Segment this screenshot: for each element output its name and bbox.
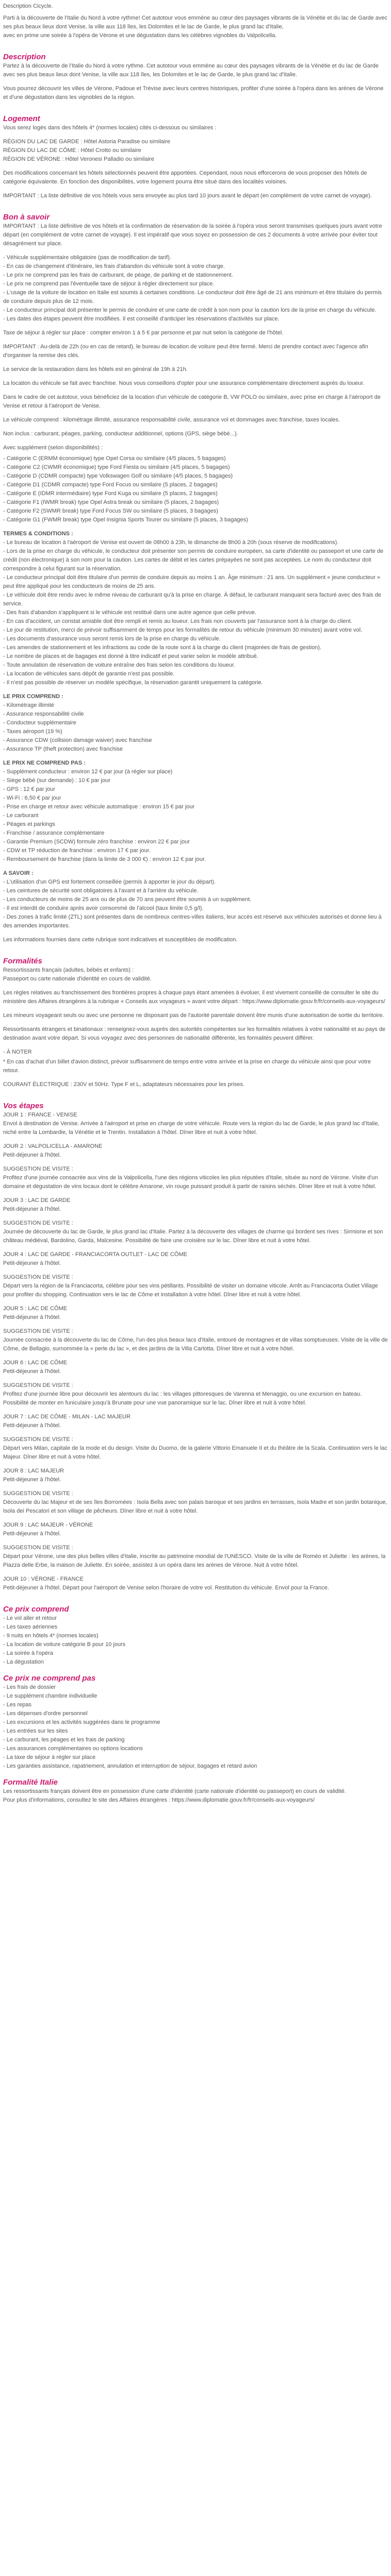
jour-title: JOUR 8 : LAC MAJEUR — [3, 1468, 64, 1474]
ce-prix-ne-comprend-heading: Ce prix ne comprend pas — [3, 1674, 96, 1683]
ce-prix-ne-comprend-line: - Les garanties assistance, rapatriement, annulation et interruption de séjour, bagages et retard avion — [3, 1763, 257, 1769]
jour-block — [3, 1142, 388, 1191]
prix-ne-comprend-extra: - CDW et TP réduction de franchise : environ 17 € par jour. — [3, 848, 151, 854]
jour-block — [3, 1467, 388, 1516]
jour-suggestion-label: SUGGESTION DE VISITE : — [3, 1274, 73, 1280]
prix-ne-comprend-line: - GPS : 12 € par jour — [3, 786, 55, 792]
option-line: - Catégorie D (CDMR compacte) type Volkswagen Golf ou similaire (4/5 places, 5 bagages) — [3, 473, 233, 479]
a-savoir-note: Les informations fournies dans cette rubrique sont indicatives et susceptibles de modification. — [3, 937, 238, 943]
jour-text: Départ vers la région de la Franciacorta, célèbre pour ses vins pétillants. Possibilité de visiter un domaine viticole. Arrêt au Franciacorta Outlet Village pour profiter du shopping. Continuation vers le lac de Côme et installation à votre hôtel. Dîner libre et nuit à votre hôtel. — [3, 1283, 378, 1298]
termes-heading: TERMES & CONDITIONS : — [3, 531, 73, 537]
jour-subtitle: Petit-déjeuner à l'hôtel. — [3, 1531, 61, 1537]
a-savoir-line: - L'utilisation d'un GPS est fortement conseillée (permis à apporter le jour du départ). — [3, 879, 216, 885]
logement-note-1: Des modifications concernant les hôtels sélectionnés peuvent être apportées. Cependant, nous nous efforcerons de vous proposer des hôtels de catégorie équivalente. En fonction des disponibilités, votre logement pourra être situé dans des localités voisines. — [3, 170, 367, 185]
a-savoir-line: - Les ceintures de sécurité sont obligatoires à l'avant et à l'arrière du véhicule. — [3, 888, 199, 894]
jour-title: JOUR 1 : FRANCE - VENISE — [3, 1112, 77, 1118]
termes-line: - Le nombre de places et de bagages est donné à titre indicatif et peut varier selon le modèle attribué. — [3, 653, 258, 659]
jour-title: JOUR 5 : LAC DE CÔME — [3, 1306, 68, 1312]
prix-comprend-line: - Kilométrage illimité — [3, 702, 55, 708]
ce-prix-comprend-line: - 9 nuits en hôtels 4* (normes locales) — [3, 1633, 99, 1639]
jour-block — [3, 1575, 388, 1592]
bon-a-savoir-paragraph: Le service de la restauration dans les hôtels est en général de 19h à 21h. — [3, 366, 188, 372]
prix-ne-comprend-extra: - Garantie Premium (SCDW) formule zéro franchise : environ 22 € par jour — [3, 839, 190, 845]
jour-subtitle: Petit-déjeuner à l'hôtel. — [3, 1260, 61, 1266]
intro-line-1: Parti à la découverte de l'Italie du Nord à votre rythme! Cet autotour vous emmène au cœur des paysages vibrants de la Vénétie et du lac de Garde avec ses plus beaux lieux dont Venise, la ville aux 118 îles, les Dolomites et le lac de Garde, le plus grand lac d'Italie, — [3, 15, 388, 30]
logement-note-2: IMPORTANT : La liste définitive de vos hôtels vous sera envoyée au plus tard 10 jours avant le départ (en complément de votre carnet de voyage). — [3, 193, 372, 199]
ce-prix-ne-comprend-section — [0, 1667, 391, 1771]
jour-block — [3, 1250, 388, 1299]
jour-title: JOUR 2 : VALPOLICELLA - AMARONE — [3, 1143, 103, 1149]
a-savoir-line: - Des zones à trafic limité (ZTL) sont présentes dans de nombreux centres-villes italiens, leur accès est réservé aux véhicules autorisés et donne lieu à des amendes importantes. — [3, 914, 382, 929]
vos-etapes-section — [0, 1094, 391, 1592]
bon-a-savoir-heading: Bon à savoir — [3, 213, 50, 222]
termes-section — [0, 530, 391, 687]
description-section — [0, 45, 391, 102]
formalites-line: Passeport ou carte nationale d'identité en cours de validité. — [3, 976, 152, 982]
formalite-italie-line: Pour plus d'informations, consultez le site des Affaires étrangères : https://www.diplomatie.gouv.fr/fr/conseils-aux-voyageurs/ — [3, 1797, 315, 1803]
jour-suggestion-label: SUGGESTION DE VISITE : — [3, 1545, 73, 1551]
bon-a-savoir-paragraph: IMPORTANT : La liste définitive de vos hôtels et la confirmation de réservation de la soirée à l'opéra vous seront transmises quelques jours avant votre départ (en complément de votre carnet de voyage). Il est impératif que vous soyez en possession de ces 2 documents à votre arrivée pour éviter tout désagrément sur place. — [3, 223, 382, 247]
bon-a-savoir-paragraph: IMPORTANT : Au-delà de 22h (ou en cas de retard), le bureau de location de voiture peut être fermé. Merci de prendre contact avec l'agence afin d'organiser la remise des clés. — [3, 344, 368, 359]
option-line: - Catégorie F1 (IWMR break) type Opel Astra break ou similaire (5 places, 2 bagages) — [3, 499, 219, 505]
logement-heading: Logement — [3, 114, 40, 123]
prix-ne-comprend-line: - Prise en charge et retour avec véhicule automatique : environ 15 € par jour — [3, 804, 195, 810]
logement-hotel-1: RÉGION DU LAC DE GARDE : Hôtel Astoria Paradise ou similaire — [3, 139, 170, 145]
termes-line: - Toute annulation de réservation de voiture entraîne des frais selon les conditions du loueur. — [3, 662, 235, 668]
jour-title: JOUR 3 : LAC DE GARDE — [3, 1197, 71, 1204]
jour-subtitle: Petit-déjeuner à l'hôtel. — [3, 1477, 61, 1483]
jour-subtitle: Petit-déjeuner à l'hôtel. — [3, 1152, 61, 1158]
jour-block — [3, 1196, 388, 1245]
intro-section — [0, 0, 391, 40]
intro-title: Description Cicycle. — [3, 3, 53, 9]
bon-a-savoir-line: - Les dates des étapes peuvent être modifiées. Il est conseillé d'anticiper les réservations d'activités sur place. — [3, 316, 280, 322]
logement-hotel-2: RÉGION DU LAC DE CÔME : Hôtel Crotto ou similaire — [3, 147, 141, 154]
ce-prix-comprend-line: - Les taxes aériennes — [3, 1624, 58, 1630]
electricite-note: COURANT ÉLECTRIQUE : 230V et 50Hz. Type F et L, adaptateurs nécessaires pour les prises. — [3, 1081, 245, 1088]
vos-etapes-heading: Vos étapes — [3, 1101, 44, 1110]
a-savoir-line: - Il est interdit de conduire après avoir consommé de l'alcool (taux limite 0,5 g/l). — [3, 905, 204, 911]
a-savoir-heading: A SAVOIR : — [3, 870, 34, 876]
termes-line: - Les documents d'assurance vous seront remis lors de la prise en charge du véhicule. — [3, 636, 221, 642]
jour-block — [3, 1521, 388, 1570]
prix-comprend-line: - Assurance TP (theft protection) avec franchise — [3, 746, 123, 752]
a-savoir-line: - Les conducteurs de moins de 25 ans ou de plus de 70 ans peuvent être soumis à un supplément. — [3, 896, 252, 903]
prix-ne-comprend-extra: - Remboursement de franchise (dans la limite de 3 000 €) : environ 12 € par jour. — [3, 856, 206, 862]
option-line: - Catégorie E (IDMR intermédiaire) type Ford Kuga ou similaire (5 places, 2 bagages) — [3, 490, 218, 497]
jour-title: JOUR 4 : LAC DE GARDE - FRANCIACORTA OUTLET - LAC DE CÔME — [3, 1251, 187, 1258]
prix-ne-comprend-line: - Péages et parkings — [3, 821, 55, 827]
jour-block — [3, 1359, 388, 1408]
prix-ne-comprend-section — [0, 759, 391, 864]
intro-line-2: avec en prime une soirée à l'opéra de Vérone et une dégustation dans les célèbres vignobles du Valpolicella. — [3, 32, 277, 39]
prix-ne-comprend-heading: LE PRIX NE COMPREND PAS : — [3, 760, 86, 766]
bon-a-savoir-line: - Le prix ne comprend pas l'éventuelle taxe de séjour à régler directement sur place. — [3, 281, 215, 287]
bon-a-savoir-section — [0, 206, 391, 524]
termes-line: - Le jour de restitution, merci de prévoir suffisamment de temps pour les formalités de retour du véhicule (minimum 30 minutes) avant votre vol. — [3, 627, 363, 633]
jour-text: Petit-déjeuner à l'hôtel. Départ pour l'aéroport de Venise selon l'horaire de votre vol. Restitution du véhicule. Envol pour la France. — [3, 1585, 329, 1591]
jour-subtitle: Petit-déjeuner à l'hôtel. — [3, 1206, 61, 1212]
jour-suggestion-label: SUGGESTION DE VISITE : — [3, 1490, 73, 1497]
termes-line: - Des frais d'abandon s'appliquent si le véhicule est restitué dans une autre agence que celle prévue. — [3, 609, 256, 616]
jour-text: Découverte du lac Majeur et de ses îles Borromées : Isola Bella avec son palais baroque et ses jardins en terrasses, Isola Madre et son jardin botanique, Isola dei Pescatori et son village de pêcheurs. Dîner libre et nuit à votre hôtel. — [3, 1499, 387, 1514]
bon-a-savoir-line: - En cas de changement d'itinéraire, les frais d'abandon du véhicule sont à votre charge. — [3, 263, 225, 269]
jour-suggestion-label: SUGGESTION DE VISITE : — [3, 1382, 73, 1388]
prix-comprend-line: - Assurance responsabilité civile — [3, 711, 84, 717]
prix-ne-comprend-line: - Franchise / assurance complémentaire — [3, 830, 105, 836]
option-line: - Catégorie D1 (CDMR compacte) type Ford Focus ou similaire (5 places, 2 bagages) — [3, 482, 218, 488]
jour-subtitle: Petit-déjeuner à l'hôtel. — [3, 1422, 61, 1429]
formalite-italie-section — [0, 1771, 391, 1805]
formalites-paragraph: Les règles relatives au franchissement des frontières propres à chaque pays étant amenées à évoluer, il est vivement conseillé de consulter le site du ministère des Affaires étrangères à la rubrique « Conseils aux voyageurs » avant votre départ : https://www.diplomatie.gouv.fr/fr/conseils-aux-voyageurs/ — [3, 990, 385, 1005]
description-paragraph-2: Vous pourrez découvrir les villes de Vérone, Padoue et Trévise avec leurs centres historiques, profiter d'une soirée à l'opéra dans les arènes de Vérone et d'une dégustation dans les vignobles de la région. — [3, 86, 384, 100]
ce-prix-ne-comprend-line: - Les dépenses d'ordre personnel — [3, 1710, 88, 1717]
jour-text: Départ vers Milan, capitale de la mode et du design. Visite du Duomo, de la galerie Vittorio Emanuele II et du théâtre de la Scala. Continuation vers le lac Majeur. Dîner libre et nuit à votre hôtel. — [3, 1445, 387, 1460]
formalites-paragraph: Ressortissants étrangers et binationaux : renseignez-vous auprès des autorités compétentes sur les formalités relatives à votre nationalité et au pays de destination avant votre départ. Si vous voyagez avec des personnes de nationalité différente, les formalités peuvent différer. — [3, 1026, 386, 1041]
bon-a-savoir-line: - Le prix ne comprend pas les frais de carburant, de péage, de parking et de stationnement. — [3, 272, 233, 278]
prix-comprend-heading: LE PRIX COMPREND : — [3, 693, 63, 700]
bon-a-savoir-paragraph: Dans le cadre de cet autotour, vous bénéficiez de la location d'un véhicule de catégorie B, VW POLO ou similaire, avec prise en charge à l'aéroport de Venise et retour à l'aéroport de Venise. — [3, 394, 381, 409]
bon-a-savoir-paragraph: Non inclus : carburant, péages, parking, conducteur additionnel, options (GPS, siège bébé...). — [3, 431, 238, 437]
option-line: - Catégorie C2 (CWMR économique) type Ford Fiesta ou similaire (4/5 places, 5 bagages) — [3, 464, 230, 470]
jour-suggestion-label: SUGGESTION DE VISITE : — [3, 1328, 73, 1334]
logement-section — [0, 107, 391, 200]
prix-ne-comprend-line: - Le carburant — [3, 812, 39, 819]
jour-suggestion-label: SUGGESTION DE VISITE : — [3, 1220, 73, 1226]
formalites-paragraph: - À NOTER — [3, 1049, 32, 1055]
formalites-section — [0, 950, 391, 1089]
termes-line: - Le véhicule doit être rendu avec le même niveau de carburant qu'à la prise en charge. À défaut, le carburant manquant sera facturé avec des frais de service. — [3, 592, 381, 607]
formalite-italie-heading: Formalité Italie — [3, 1778, 58, 1787]
termes-line: - Lors de la prise en charge du véhicule, le conducteur doit présenter son permis de conduire européen, sa carte d'identité ou passeport et une carte de crédit (non électronique) à son nom pour la caution. Les cartes de débit et les cartes prépayées ne sont pas acceptées. Le nom du conducteur doit correspondre à celui figurant sur la réservation. — [3, 548, 384, 572]
jour-block — [3, 1304, 388, 1353]
jour-text: Profitez d'une journée consacrée aux vins de la Valpolicella, l'une des régions viticoles les plus réputées d'Italie, située au nord de Vérone. Visite d'un domaine et dégustation de vins locaux dont le célèbre Amarone, vin rouge puissant produit à partir de raisins séchés. Dîner libre et nuit à votre hôtel. — [3, 1175, 378, 1190]
jour-suggestion-label: SUGGESTION DE VISITE : — [3, 1436, 73, 1443]
a-savoir-section — [0, 869, 391, 944]
jour-title: JOUR 7 : LAC DE CÔME - MILAN - LAC MAJEUR — [3, 1414, 131, 1420]
ce-prix-comprend-section — [0, 1598, 391, 1667]
termes-line: - Il n'est pas possible de réserver un modèle spécifique, la réservation garantit uniquement la catégorie. — [3, 680, 263, 686]
jour-title: JOUR 9 : LAC MAJEUR - VÉRONE — [3, 1522, 93, 1528]
prix-ne-comprend-line: - Wi-Fi : 6,50 € par jour — [3, 795, 61, 801]
jour-block — [3, 1111, 388, 1137]
prix-ne-comprend-line: - Supplément conducteur : environ 12 € par jour (à régler sur place) — [3, 769, 173, 775]
jour-text: Départ pour Vérone, une des plus belles villes d'Italie, inscrite au patrimoine mondial de l'UNESCO. Visite de la ville de Roméo et Juliette : les arènes, la Piazza delle Erbe, la maison de Juliette. En soirée, assistez à un opéra dans les arènes de Vérone. Nuit à votre hôtel. — [3, 1553, 386, 1568]
ce-prix-ne-comprend-line: - Les entrées sur les sites — [3, 1728, 68, 1734]
formalites-line: Ressortissants français (adultes, bébés et enfants) : — [3, 967, 134, 973]
description-paragraph-1: Partez à la découverte de l'Italie du Nord à votre rythme. Cet autotour vous emmène au cœur des paysages vibrants de la Vénétie et du lac de Garde avec ses plus beaux lieux dont Venise, la ville aux 118 îles, les Dolomites et le lac de Garde, le plus grand lac d'Italie. — [3, 63, 379, 78]
jour-text: Profitez d'une journée libre pour découvrir les alentours du lac : les villages pittoresques de Varenna et Menaggio, ou une excursion en bateau. Possibilité de monter en funiculaire jusqu'à Brunate pour une vue panoramique sur le lac. Dîner libre et nuit à votre hôtel. — [3, 1391, 362, 1406]
bon-a-savoir-paragraph: Le véhicule comprend : kilométrage illimité, assurance responsabilité civile, assurance vol et dommages avec franchise, taxes locales. — [3, 417, 340, 423]
ce-prix-comprend-line: - La soirée à l'opéra — [3, 1650, 53, 1656]
bon-a-savoir-line: - Le conducteur principal doit présenter le permis de conduire et une carte de crédit à son nom pour la caution lors de la prise en charge du véhicule. — [3, 307, 377, 313]
jour-text: Journée consacrée à la découverte du lac de Côme, l'un des plus beaux lacs d'Italie, entouré de montagnes et de villas somptueuses. Visite de la ville de Côme, de Bellagio, surnommée la « perle du lac », et des jardins de la Villa Carlotta. Dîner libre et nuit à votre hôtel. — [3, 1337, 388, 1352]
ce-prix-comprend-line: - Le vol aller et retour — [3, 1615, 57, 1621]
ce-prix-ne-comprend-line: - Les excursions et les activités suggérées dans le programme — [3, 1719, 160, 1725]
ce-prix-ne-comprend-line: - Les assurances complémentaires ou options locations — [3, 1745, 143, 1752]
bon-a-savoir-paragraph: Taxe de séjour à régler sur place : compter environ 1 à 5 € par personne et par nuit selon la catégorie de l'hôtel. — [3, 330, 284, 336]
ce-prix-ne-comprend-line: - Le supplément chambre individuelle — [3, 1693, 97, 1699]
ce-prix-ne-comprend-line: - Les repas — [3, 1702, 32, 1708]
prix-comprend-line: - Assurance CDW (collision damage waiver) avec franchise — [3, 737, 152, 743]
prix-ne-comprend-line: - Siège bébé (sur demande) : 10 € par jour — [3, 777, 110, 784]
jour-subtitle: Petit-déjeuner à l'hôtel. — [3, 1314, 61, 1320]
bon-a-savoir-line: - Véhicule supplémentaire obligatoire (pas de modification de tarif). — [3, 255, 171, 261]
bon-a-savoir-paragraph: Avec supplément (selon disponibilités) : — [3, 445, 103, 451]
prix-comprend-section — [0, 692, 391, 754]
description-heading: Description — [3, 53, 46, 61]
prix-comprend-line: - Taxes aéroport (19 %) — [3, 728, 62, 735]
termes-line: - En cas d'accident, un constat amiable doit être rempli et remis au loueur. Les frais non couverts par l'assurance sont à la charge du client. — [3, 618, 352, 624]
termes-line: - Le conducteur principal doit être titulaire d'un permis de conduire depuis au moins 1 an. Âge minimum : 21 ans. Un supplément « jeune conducteur » peut être appliqué pour les conducteurs de moins de 25 ans. — [3, 574, 380, 589]
ce-prix-ne-comprend-line: - Les frais de dossier — [3, 1684, 56, 1690]
formalites-heading: Formalités — [3, 957, 42, 965]
jour-suggestion-label: SUGGESTION DE VISITE : — [3, 1166, 73, 1172]
bon-a-savoir-line: - L'usage de la voiture de location en Italie est soumis à certaines conditions. Le conducteur doit être âgé de 21 ans minimum et être titulaire du permis de conduire depuis plus de 12 mois. — [3, 290, 382, 304]
formalite-italie-line: Les ressortissants français doivent être en possession d'une carte d'identité (carte nationale d'identité ou passeport) en cours de validité. — [3, 1788, 346, 1794]
formalites-paragraph: Les mineurs voyageant seuls ou avec une personne ne disposant pas de l'autorité parentale doivent être munis d'une autorisation de sortie du territoire. — [3, 1012, 384, 1019]
ce-prix-comprend-line: - La dégustation — [3, 1659, 44, 1665]
jour-text: Envol à destination de Venise. Arrivée à l'aéroport et prise en charge de votre véhicule. Route vers la région du lac de Garde, le plus grand lac d'Italie, niché entre la Lombardie, la Vénétie et le Trentin. Installation à l'hôtel. Dîner libre et nuit à votre hôtel. — [3, 1121, 380, 1136]
logement-hotel-3: RÉGION DE VÉRONE : Hôtel Veronesi Palladio ou similaire — [3, 156, 154, 162]
jour-title: JOUR 6 : LAC DE CÔME — [3, 1360, 68, 1366]
prix-comprend-line: - Conducteur supplémentaire — [3, 720, 76, 726]
ce-prix-comprend-heading: Ce prix comprend — [3, 1605, 69, 1614]
jour-text: Journée de découverte du lac de Garde, le plus grand lac d'Italie. Partez à la découverte des villages de charme qui bordent ses rives : Sirmione et son château médiéval, Bardolino, Garda, Malcesine. Possibilité de faire une croisière sur le lac. Dîner libre et nuit à votre hôtel. — [3, 1229, 383, 1244]
termes-line: - Les amendes de stationnement et les infractions au code de la route sont à la charge du client (majorées de frais de gestion). — [3, 645, 321, 651]
ce-prix-ne-comprend-line: - Le carburant, les péages et les frais de parking — [3, 1737, 125, 1743]
jour-subtitle: Petit-déjeuner à l'hôtel. — [3, 1368, 61, 1375]
logement-intro: Vous serez logés dans des hôtels 4* (normes locales) cités ci-dessous ou similaires : — [3, 125, 217, 131]
ce-prix-ne-comprend-line: - La taxe de séjour à régler sur place — [3, 1754, 96, 1760]
termes-line: - La location de véhicules sans dépôt de garantie n'est pas possible. — [3, 671, 175, 677]
option-line: - Catégorie C (ERMM économique) type Opel Corsa ou similaire (4/5 places, 5 bagages) — [3, 455, 226, 462]
option-line: - Catégorie G1 (FWMR break) type Opel Insignia Sports Tourer ou similaire (5 places, 3 bagages) — [3, 517, 248, 523]
jour-title: JOUR 10 : VÉRONE - FRANCE — [3, 1576, 84, 1582]
ce-prix-comprend-line: - La location de voiture catégorie B pour 10 jours — [3, 1641, 126, 1648]
bon-a-savoir-paragraph: La location du véhicule se fait avec franchise. Nous vous conseillons d'opter pour une assurance complémentaire directement auprès du loueur. — [3, 380, 365, 386]
jour-block — [3, 1413, 388, 1462]
termes-line: - Le bureau de location à l'aéroport de Venise est ouvert de 08h00 à 23h, le dimanche de 8h00 à 20h (sous réserve de modifications). — [3, 539, 339, 546]
formalites-paragraph: * En cas d'achat d'un billet d'avion distinct, prévoir suffisamment de temps entre votre arrivée et la prise en charge du véhicule ainsi que pour votre retour. — [3, 1059, 371, 1074]
option-line: - Catégorie F2 (SWMR break) type Ford Focus SW ou similaire (5 places, 3 bagages) — [3, 508, 218, 514]
